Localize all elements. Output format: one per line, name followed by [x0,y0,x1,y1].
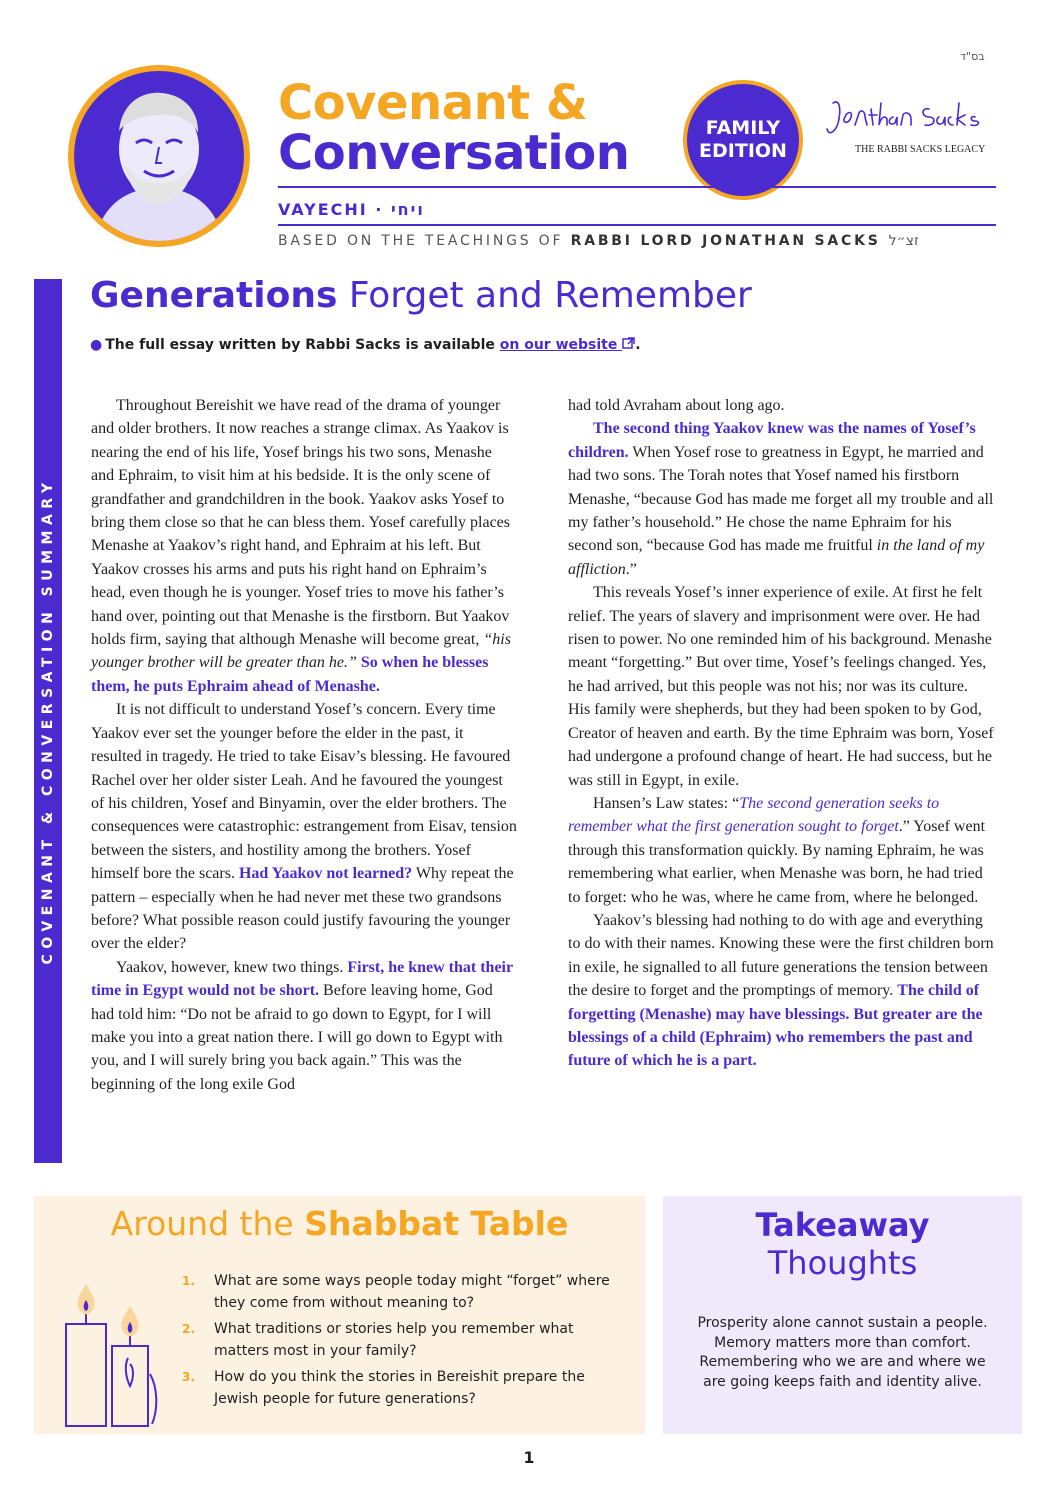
takeaway-text: Prosperity alone cannot sustain a people. Memory matters more than comfort. Remembering who we are and where we are going keeps faith and identity alive. [697,1315,988,1390]
list-item: 1. What are some ways people today might “forget” where they come from without meaning to? [182,1273,610,1311]
takeaway-title: Takeaway Thoughts [755,1206,930,1282]
logo-tagline: THE RABBI SACKS LEGACY [855,144,986,155]
paragraph: Yaakov, however, knew two things. First, he knew that their time in Egypt would not be short. Before leaving home, God had told him: “Do not be afraid to go down to Egypt, for I will make you into a great nation there. I will go down to Egypt with you, and I will surely bring you back again.” This was the beginning of the long exile God [91,958,513,1093]
signature-logo [825,95,995,155]
portrait-photo [68,65,250,247]
essay-title: Generations Forget and Remember [90,275,752,316]
paragraph: had told Avraham about long ago. [568,397,785,414]
author-name: RABBI LORD JONATHAN SACKS [570,233,881,249]
attribution-line: BASED ON THE TEACHINGS OF RABBI LORD JONATHAN SACKS זצ״ל [278,233,919,249]
external-link-icon [622,337,635,350]
list-item: 3. How do you think the stories in Bereishit prepare the Jewish people for future generations? [182,1369,585,1407]
shabbat-table-box [34,1196,645,1434]
paragraph: Yaakov’s blessing had nothing to do with age and everything to do with their names. Knowing these were the first children born in exile, he signalled to all future generations the tension between the desire to forget and the promptings of memory. The child of forgetting (Menashe) may have blessings. But greater are the blessings of a child (Ephraim) who remembers the past and future of which he is a part. [568,911,994,1070]
parsha-name: VAYECHI · ויחי [278,200,425,219]
candles-illustration [60,1278,180,1428]
title-line-1: Covenant & [278,75,588,131]
website-note: ● The full essay written by Rabbi Sacks is available on our website . [90,337,641,353]
publication-title [278,75,630,181]
header-rule-bottom [278,224,996,226]
paragraph: This reveals Yosef’s inner experience of exile. At first he felt relief. The years of slavery and imprisonment were over. He had risen to power. No one reminded him of his background. Menashe meant “forgetting.” But over time, Yosef’s feelings changed. Yes, he had arrived, but this people was not his; nor was its culture. His family were shepherds, but they had been spoken to by God, Creator of heaven and earth. By the time Ephraim was born, Yosef had undergone a profound change of heart. He had success, but he was still in Egypt, in exile. [568,584,994,789]
sidebar-band-label: COVENANT & CONVERSATION SUMMARY [40,477,56,965]
discussion-questions [182,1270,632,1414]
header-rule-top [278,186,996,188]
bsd-mark: בס"ד [960,50,985,63]
list-item: 2. What traditions or stories help you remember what matters most in your family? [182,1321,574,1359]
shabbat-table-title: Around the Shabbat Table [110,1204,569,1243]
paragraph: The second thing Yaakov knew was the names of Yosef’s children. When Yosef rose to greatness in Egypt, he married and had two sons. The Torah notes that Yosef named his firstborn Menashe, “because God has made me forget all my trouble and all my father’s household.” He chose the name Ephraim for his second son, “because God has made me fruitful in the land of my affliction.” [568,420,994,578]
essay-column-right [568,394,994,1073]
paragraph: Hansen’s Law states: “The second generation seeks to remember what the first generation sought to forget.” Yosef went through this transformation quickly. By naming Ephraim, he was remembering what earlier, when Menashe was born, he had tried to forget: who he was, where he came from, where he belonged. [568,794,986,906]
paragraph: It is not difficult to understand Yosef’s concern. Every time Yaakov ever set the younger before the elder in the past, it resulted in tragedy. He tried to take Eisav’s blessing. He favoured Rachel over her older sister Leah. And he favoured the youngest of his children, Yosef and Binyamin, over the elder brothers. The consequences were catastrophic: estrangement from Eisav, tension between the sisters, and hostility among the brothers. Yosef himself bore the scars. Had Yaakov not learned? Why repeat the pattern – especially when he had never met these two grandsons before? What possible reason could justify favouring the younger over the elder? [91,701,517,953]
paragraph: Throughout Bereishit we have read of the drama of younger and older brothers. It now reaches a strange climax. As Yaakov is nearing the end of his life, Yosef brings his two sons, Menashe and Ephraim, to visit him at his bedside. It is the only scene of grandfather and grandchildren in the book. Yaakov asks Yosef to bring them close so that he can bless them. Yosef carefully places Menashe at Yaakov’s right hand, and Ephraim at his left. But Yaakov crosses his arms and puts his right hand on Ephraim’s head, even though he is younger. Yosef tries to move his father’s hand over, pointing out that Menashe is the firstborn. But Yaakov holds firm, saying that although Menashe will become great, “his younger brother will be greater than he.” So when he blesses them, he puts Ephraim ahead of Menashe. [91,397,511,695]
takeaway-box [663,1196,1022,1434]
page-number: 1 [523,1448,535,1467]
website-link[interactable]: on our website [500,337,635,353]
essay-column-left [91,394,517,1096]
title-line-2: Conversation [278,125,630,181]
family-edition-badge: FAMILY EDITION [683,80,803,200]
